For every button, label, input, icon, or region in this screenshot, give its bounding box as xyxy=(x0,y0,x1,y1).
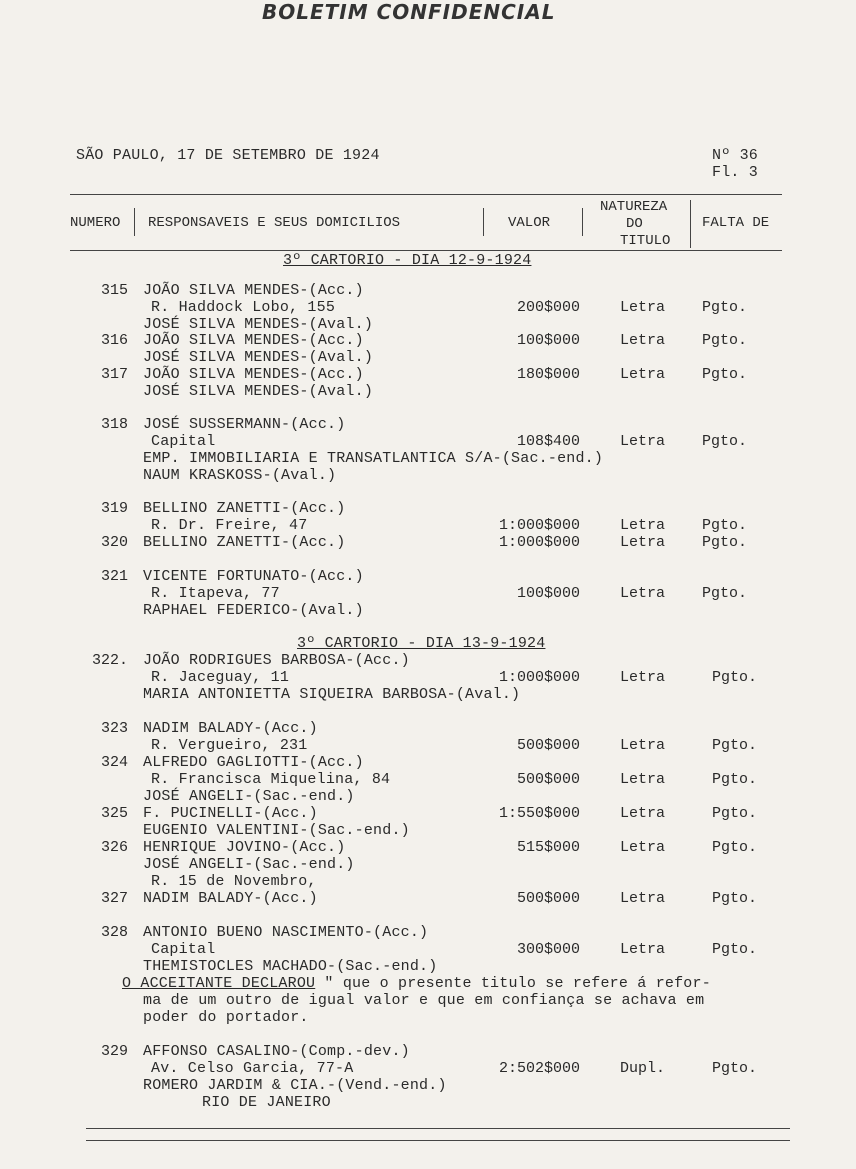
entry-valor: 1:000$000 xyxy=(498,669,580,686)
entry-line: ROMERO JARDIM & CIA.-(Vend.-end.) xyxy=(143,1077,447,1094)
entry-falta: Pgto. xyxy=(712,839,758,856)
entry-falta: Pgto. xyxy=(702,366,748,383)
entry-line: JOSÉ SILVA MENDES-(Aval.) xyxy=(143,383,374,400)
entry-falta: Pgto. xyxy=(712,1060,758,1077)
entry-line: BELLINO ZANETTI-(Acc.) xyxy=(143,534,346,551)
entry-natureza: Letra xyxy=(620,890,666,907)
entry-valor: 515$000 xyxy=(516,839,580,856)
entry-line: R. Jaceguay, 11 xyxy=(151,669,290,686)
entry-valor: 2:502$000 xyxy=(498,1060,580,1077)
entry-falta: Pgto. xyxy=(712,805,758,822)
entry-line: THEMISTOCLES MACHADO-(Sac.-end.) xyxy=(143,958,438,975)
entry-valor: 1:550$000 xyxy=(498,805,580,822)
entry-natureza: Letra xyxy=(620,299,666,316)
entry-natureza: Letra xyxy=(620,332,666,349)
col-responsaveis: RESPONSAVEIS E SEUS DOMICILIOS xyxy=(148,215,401,231)
entry-valor: 500$000 xyxy=(516,737,580,754)
entry-number: 315 xyxy=(100,282,128,299)
entry-valor: 100$000 xyxy=(516,585,580,602)
col-valor: VALOR xyxy=(508,215,551,231)
entry-line: EUGENIO VALENTINI-(Sac.-end.) xyxy=(143,822,410,839)
entry-natureza: Letra xyxy=(620,805,666,822)
col-numero: NUMERO xyxy=(70,215,121,231)
entry-number: 322. xyxy=(91,652,128,669)
entry-falta: Pgto. xyxy=(702,585,748,602)
footer-rule xyxy=(86,1128,790,1129)
entry-line: JOÃO SILVA MENDES-(Acc.) xyxy=(143,366,364,383)
entry-valor: 500$000 xyxy=(516,771,580,788)
section-heading: 3º CARTORIO - DIA 13-9-1924 xyxy=(297,635,546,652)
entry-line: JOSÉ ANGELI-(Sac.-end.) xyxy=(143,856,355,873)
entry-valor: 1:000$000 xyxy=(498,517,580,534)
note-line-rest: " que o presente titulo se refere á refor- xyxy=(315,975,711,992)
entry-number: 327 xyxy=(100,890,128,907)
section-heading: 3º CARTORIO - DIA 12-9-1924 xyxy=(283,252,532,269)
entry-natureza: Letra xyxy=(620,534,666,551)
entry-number: 316 xyxy=(100,332,128,349)
entry-line: JOÃO SILVA MENDES-(Acc.) xyxy=(143,332,364,349)
entry-line: R. Itapeva, 77 xyxy=(151,585,280,602)
entry-natureza: Letra xyxy=(620,839,666,856)
entry-falta: Pgto. xyxy=(712,941,758,958)
footer-rule xyxy=(86,1140,790,1141)
entry-line: JOSÉ SILVA MENDES-(Aval.) xyxy=(143,316,374,333)
entry-line: R. Francisca Miquelina, 84 xyxy=(151,771,391,788)
entry-line: RAPHAEL FEDERICO-(Aval.) xyxy=(143,602,364,619)
entry-line: F. PUCINELLI-(Acc.) xyxy=(143,805,318,822)
entry-natureza: Letra xyxy=(620,585,666,602)
entry-line: ANTONIO BUENO NASCIMENTO-(Acc.) xyxy=(143,924,429,941)
entry-falta: Pgto. xyxy=(702,332,748,349)
note-line xyxy=(122,975,711,992)
entry-falta: Pgto. xyxy=(702,299,748,316)
entry-line: Capital xyxy=(151,433,216,450)
entry-falta: Pgto. xyxy=(712,669,758,686)
entry-line: AFFONSO CASALINO-(Comp.-dev.) xyxy=(143,1043,410,1060)
entry-natureza: Letra xyxy=(620,433,666,450)
col-falta: FALTA DE xyxy=(702,215,770,231)
entry-line: VICENTE FORTUNATO-(Acc.) xyxy=(143,568,364,585)
entry-line: ALFREDO GAGLIOTTI-(Acc.) xyxy=(143,754,364,771)
entry-natureza: Letra xyxy=(620,771,666,788)
entry-natureza: Letra xyxy=(620,941,666,958)
entry-natureza: Letra xyxy=(620,737,666,754)
entry-falta: Pgto. xyxy=(702,433,748,450)
entry-line: MARIA ANTONIETTA SIQUEIRA BARBOSA-(Aval.) xyxy=(143,686,521,703)
entry-number: 320 xyxy=(100,534,128,551)
entry-number: 318 xyxy=(100,416,128,433)
entry-line: JOSÉ SUSSERMANN-(Acc.) xyxy=(143,416,346,433)
entry-line: NADIM BALADY-(Acc.) xyxy=(143,890,318,907)
entry-number: 321 xyxy=(100,568,128,585)
entry-line: Capital xyxy=(151,941,216,958)
col-divider xyxy=(690,200,691,248)
entry-line: Av. Celso Garcia, 77-A xyxy=(151,1060,354,1077)
entry-number: 317 xyxy=(100,366,128,383)
col-natureza-titulo: TITULO xyxy=(620,233,671,249)
entry-line: NAUM KRASKOSS-(Aval.) xyxy=(143,467,337,484)
entry-line: R. Dr. Freire, 47 xyxy=(151,517,308,534)
entry-valor: 500$000 xyxy=(516,890,580,907)
entry-line: RIO DE JANEIRO xyxy=(202,1094,331,1111)
entry-number: 319 xyxy=(100,500,128,517)
entry-valor: 180$000 xyxy=(516,366,580,383)
entry-number: 324 xyxy=(100,754,128,771)
header-top-rule xyxy=(70,194,782,195)
entry-line: BELLINO ZANETTI-(Acc.) xyxy=(143,500,346,517)
entry-valor: 100$000 xyxy=(516,332,580,349)
bulletin-number: Nº 36 xyxy=(712,147,759,164)
col-divider xyxy=(582,208,583,236)
bulletin-title: BOLETIM CONFIDENCIAL xyxy=(262,0,556,24)
place-date: SÃO PAULO, 17 DE SETEMBRO DE 1924 xyxy=(76,147,380,164)
note-line: poder do portador. xyxy=(143,1009,309,1026)
col-natureza-do: DO xyxy=(626,216,643,232)
note-lead: O ACCEITANTE DECLAROU xyxy=(122,975,316,992)
entry-valor: 1:000$000 xyxy=(498,534,580,551)
col-divider xyxy=(134,208,135,236)
entry-valor: 200$000 xyxy=(516,299,580,316)
entry-valor: 300$000 xyxy=(516,941,580,958)
entry-number: 323 xyxy=(100,720,128,737)
note-line: ma de um outro de igual valor e que em confiança se achava em xyxy=(143,992,705,1009)
entry-line: NADIM BALADY-(Acc.) xyxy=(143,720,318,737)
entry-falta: Pgto. xyxy=(702,517,748,534)
entry-number: 329 xyxy=(100,1043,128,1060)
entry-natureza: Letra xyxy=(620,517,666,534)
entry-natureza: Letra xyxy=(620,669,666,686)
col-divider xyxy=(483,208,484,236)
entry-natureza: Letra xyxy=(620,366,666,383)
entry-line: EMP. IMMOBILIARIA E TRANSATLANTICA S/A-(Sac.-end.) xyxy=(143,450,604,467)
entry-line: HENRIQUE JOVINO-(Acc.) xyxy=(143,839,346,856)
col-natureza: NATUREZA xyxy=(600,199,668,215)
entry-line: R. Haddock Lobo, 155 xyxy=(151,299,336,316)
entry-number: 325 xyxy=(100,805,128,822)
header-bottom-rule xyxy=(70,250,782,251)
entry-line: JOÃO SILVA MENDES-(Acc.) xyxy=(143,282,364,299)
entry-number: 326 xyxy=(100,839,128,856)
entry-natureza: Dupl. xyxy=(620,1060,666,1077)
entry-line: JOSÉ ANGELI-(Sac.-end.) xyxy=(143,788,355,805)
entry-line: JOSÉ SILVA MENDES-(Aval.) xyxy=(143,349,374,366)
entry-falta: Pgto. xyxy=(712,771,758,788)
entry-number: 328 xyxy=(100,924,128,941)
entry-falta: Pgto. xyxy=(712,890,758,907)
entry-line: R. Vergueiro, 231 xyxy=(151,737,308,754)
entry-falta: Pgto. xyxy=(702,534,748,551)
entry-line: R. 15 de Novembro, xyxy=(151,873,317,890)
sheet-number: Fl. 3 xyxy=(712,164,759,181)
entry-valor: 108$400 xyxy=(516,433,580,450)
entry-falta: Pgto. xyxy=(712,737,758,754)
entry-line: JOÃO RODRIGUES BARBOSA-(Acc.) xyxy=(143,652,410,669)
